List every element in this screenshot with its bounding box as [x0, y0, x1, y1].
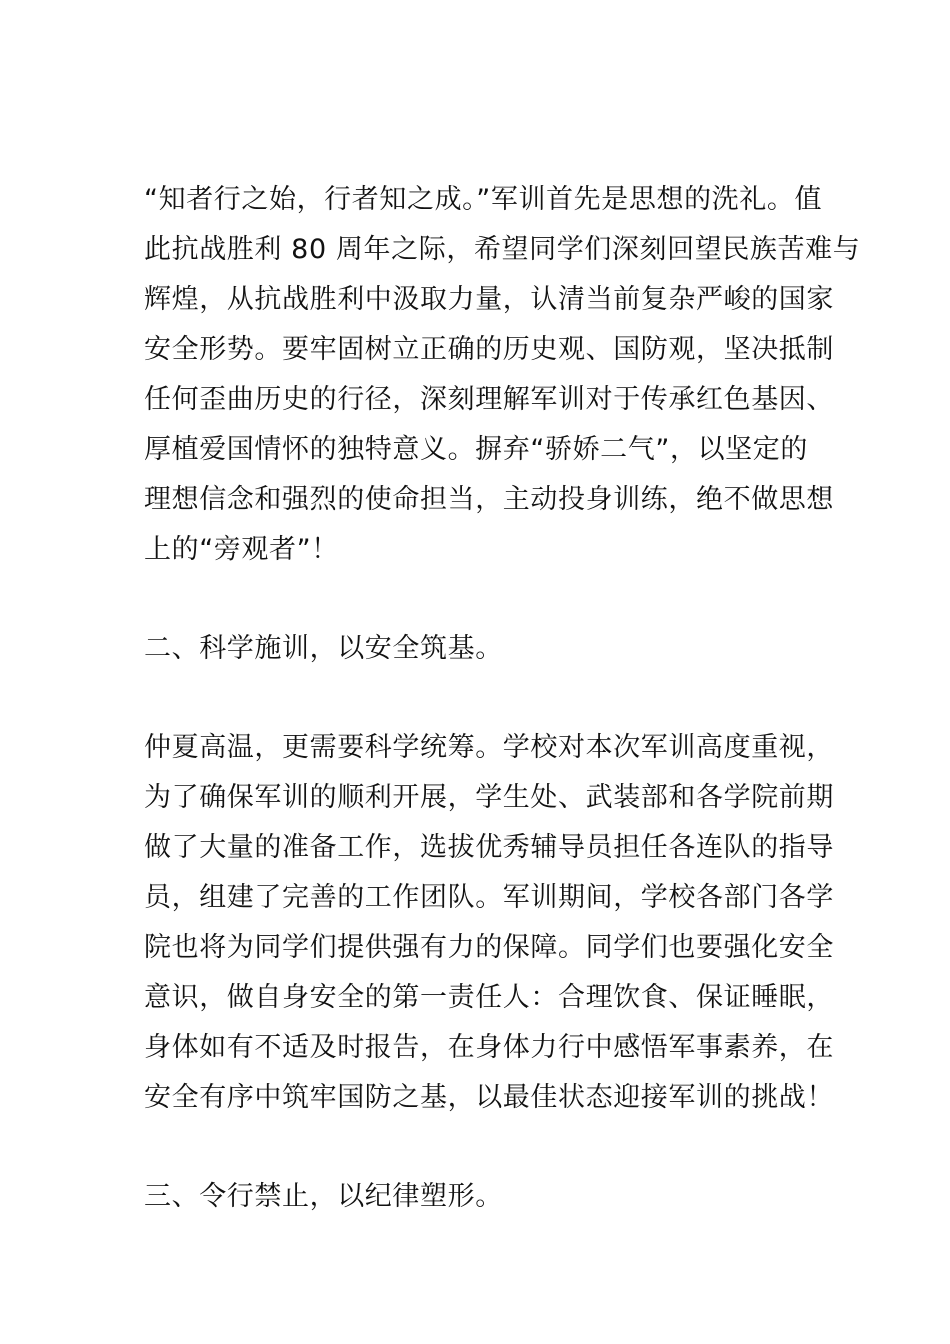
paragraph-1-line-1: “知者行之始，行者知之成。”军训首先是思想的洗礼。值 [144, 184, 823, 215]
paragraph-2-line-8: 安全有序中筑牢国防之基，以最佳状态迎接军训的挑战！ [144, 1082, 834, 1113]
paragraph-2-line-2: 为了确保军训的顺利开展，学生处、武装部和各学院前期 [144, 782, 834, 813]
paragraph-2-line-3: 做了大量的准备工作，选拔优秀辅导员担任各连队的指导 [144, 832, 834, 863]
paragraph-1-line-2: 此抗战胜利 80 周年之际，希望同学们深刻回望民族苦难与 [144, 234, 861, 265]
paragraph-1-line-4: 安全形势。要牢固树立正确的历史观、国防观，坚决抵制 [144, 334, 834, 365]
section-heading-2: 二、科学施训，以安全筑基。 [144, 633, 503, 664]
paragraph-1-line-5: 任何歪曲历史的行径，深刻理解军训对于传承红色基因、 [144, 384, 834, 415]
paragraph-2-line-1: 仲夏高温，更需要科学统筹。学校对本次军训高度重视， [144, 732, 834, 763]
paragraph-2-line-7: 身体如有不适及时报告，在身体力行中感悟军事素养，在 [144, 1032, 834, 1063]
paragraph-1-line-8: 上的“旁观者”！ [144, 534, 339, 565]
section-heading-3: 三、令行禁止，以纪律塑形。 [144, 1181, 503, 1212]
paragraph-2-line-5: 院也将为同学们提供强有力的保障。同学们也要强化安全 [144, 932, 834, 963]
paragraph-2-line-6: 意识，做自身安全的第一责任人：合理饮食、保证睡眠， [144, 982, 834, 1013]
paragraph-1-line-3: 辉煌，从抗战胜利中汲取力量，认清当前复杂严峻的国家 [144, 284, 834, 315]
paragraph-2-line-4: 员，组建了完善的工作团队。军训期间，学校各部门各学 [144, 882, 834, 913]
paragraph-1-line-6: 厚植爱国情怀的独特意义。摒弃“骄娇二气”，以坚定的 [144, 434, 808, 465]
paragraph-1-line-7: 理想信念和强烈的使命担当，主动投身训练，绝不做思想 [144, 484, 834, 515]
